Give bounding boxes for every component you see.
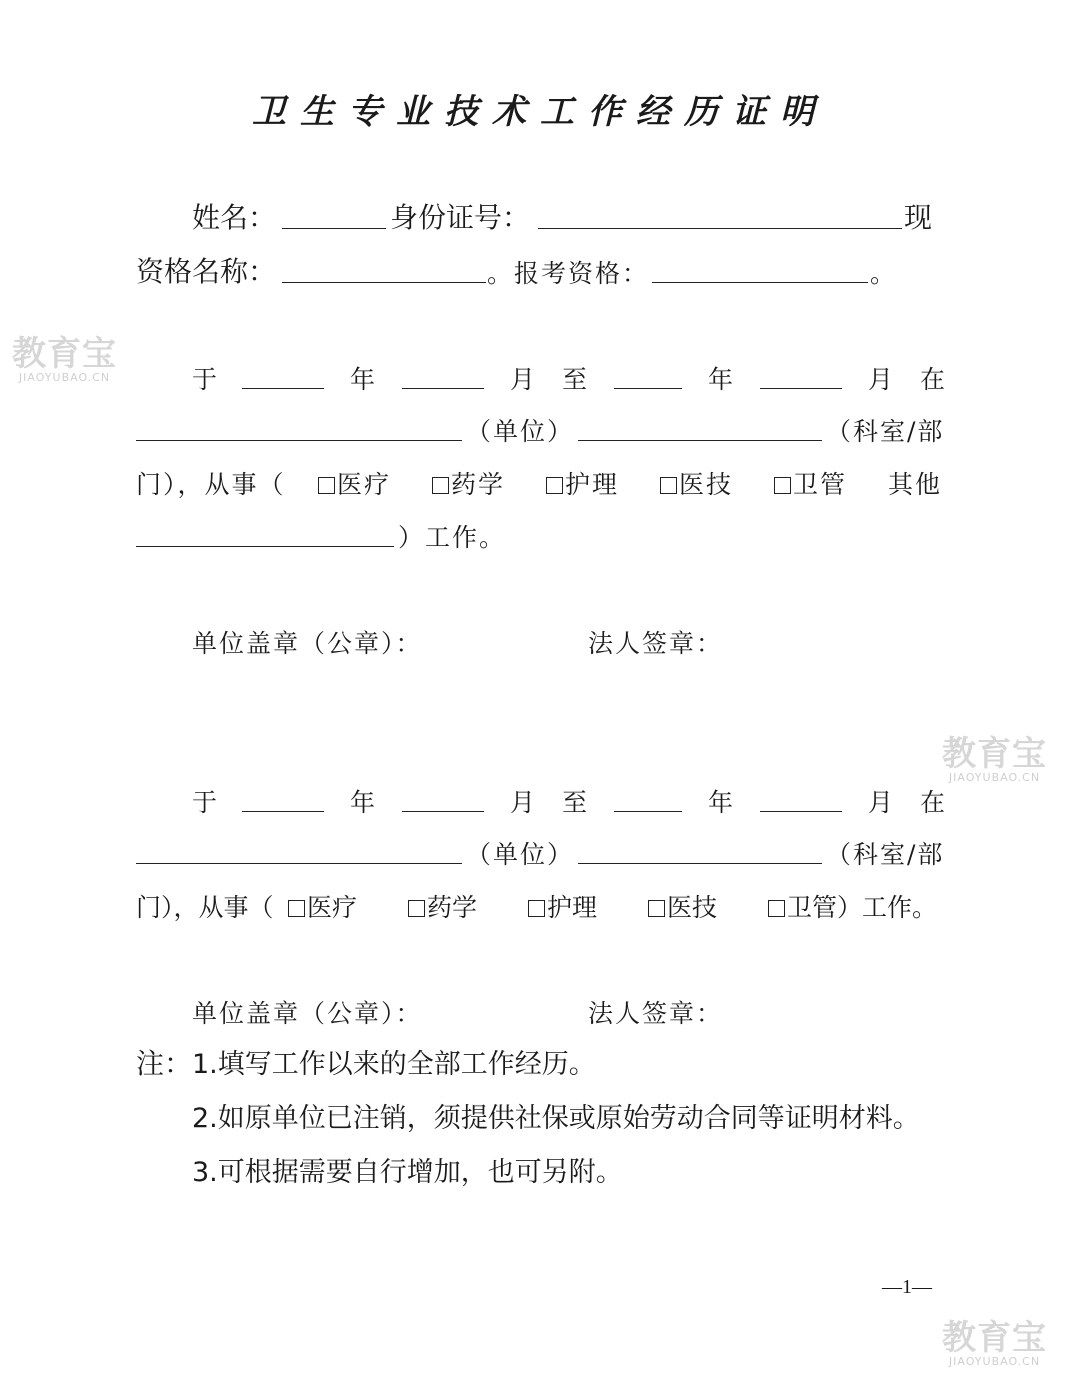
checkbox-icon[interactable] — [774, 477, 791, 494]
year-text: 年 — [708, 788, 736, 817]
checkbox-icon[interactable] — [660, 477, 677, 494]
name-label: 姓名： — [192, 201, 277, 234]
department-label: （科室/部 — [826, 417, 945, 446]
notes-label: 注： — [136, 1047, 193, 1080]
watermark-logo: 教育宝 JIAOYUBAO.CN — [12, 334, 117, 384]
work-text: ）工作。 — [398, 523, 507, 552]
current-label: 现 — [904, 201, 933, 234]
month-text: 月 — [510, 788, 538, 817]
other-blank[interactable] — [136, 546, 394, 547]
option-medical[interactable]: 医疗 — [318, 465, 391, 501]
id-label: 身份证号： — [390, 201, 531, 234]
end-year-blank[interactable] — [614, 388, 682, 389]
year-text: 年 — [708, 365, 736, 394]
option-pharmacy[interactable]: 药学 — [432, 465, 505, 501]
department-label: （科室/部 — [826, 840, 945, 869]
checkbox-icon[interactable] — [432, 477, 449, 494]
option-medtech[interactable]: 医技 — [648, 888, 717, 924]
name-blank[interactable] — [282, 228, 386, 229]
unit-label: （单位） — [466, 840, 575, 869]
start-month-blank[interactable] — [402, 811, 484, 812]
exam-qualification-label: 报考资格： — [514, 259, 650, 288]
start-year-blank[interactable] — [242, 388, 324, 389]
month-text: 月 — [868, 365, 896, 394]
option-pharmacy[interactable]: 药学 — [408, 888, 477, 924]
department-blank[interactable] — [578, 440, 822, 441]
checkbox-icon[interactable] — [768, 900, 785, 917]
yu-text: 于 — [192, 365, 220, 394]
period: 。 — [487, 259, 515, 288]
option-nursing[interactable]: 护理 — [546, 465, 619, 501]
month-text: 月 — [510, 365, 538, 394]
document-title: 卫生专业技术工作经历证明 — [252, 92, 828, 132]
legal-signature-label: 法人签章： — [588, 629, 724, 658]
unit-seal-label: 单位盖章（公章）： — [192, 999, 423, 1028]
note-3: 3.可根据需要自行增加，也可另附。 — [192, 1157, 623, 1188]
at-text: 在 — [920, 365, 948, 394]
year-text: 年 — [350, 365, 378, 394]
checkbox-icon[interactable] — [648, 900, 665, 917]
option-other: 其他 — [888, 470, 943, 499]
watermark-logo: 教育宝 JIAOYUBAO.CN — [942, 1318, 1047, 1368]
period: 。 — [870, 259, 898, 288]
page-number: —1— — [882, 1276, 932, 1298]
qualification-blank[interactable] — [282, 282, 486, 283]
note-1: 1.填写工作以来的全部工作经历。 — [192, 1049, 596, 1080]
checkbox-icon[interactable] — [408, 900, 425, 917]
option-medtech[interactable]: 医技 — [660, 465, 733, 501]
year-text: 年 — [350, 788, 378, 817]
end-month-blank[interactable] — [760, 811, 842, 812]
checkbox-icon[interactable] — [318, 477, 335, 494]
end-year-blank[interactable] — [614, 811, 682, 812]
start-month-blank[interactable] — [402, 388, 484, 389]
unit-label: （单位） — [466, 417, 575, 446]
engaged-in-text: 门），从事（ — [136, 893, 274, 922]
yu-text: 于 — [192, 788, 220, 817]
legal-signature-label: 法人签章： — [588, 999, 724, 1028]
option-medical[interactable]: 医疗 — [288, 888, 357, 924]
month-text: 月 — [868, 788, 896, 817]
engaged-in-text: 门），从事（ — [136, 470, 286, 499]
to-text: 至 — [562, 365, 590, 394]
checkbox-icon[interactable] — [528, 900, 545, 917]
department-blank[interactable] — [578, 863, 822, 864]
option-health-admin[interactable]: 卫管）工作。 — [768, 888, 937, 924]
checkbox-icon[interactable] — [288, 900, 305, 917]
id-blank[interactable] — [538, 228, 902, 229]
unit-seal-label: 单位盖章（公章）： — [192, 629, 423, 658]
unit-blank[interactable] — [136, 863, 462, 864]
checkbox-icon[interactable] — [546, 477, 563, 494]
qualification-label: 资格名称： — [136, 255, 277, 288]
start-year-blank[interactable] — [242, 811, 324, 812]
option-health-admin[interactable]: 卫管 — [774, 465, 847, 501]
to-text: 至 — [562, 788, 590, 817]
at-text: 在 — [920, 788, 948, 817]
note-2: 2.如原单位已注销，须提供社保或原始劳动合同等证明材料。 — [192, 1103, 920, 1134]
end-month-blank[interactable] — [760, 388, 842, 389]
unit-blank[interactable] — [136, 440, 462, 441]
option-nursing[interactable]: 护理 — [528, 888, 597, 924]
exam-qualification-blank[interactable] — [652, 282, 868, 283]
watermark-logo: 教育宝 JIAOYUBAO.CN — [942, 734, 1047, 784]
